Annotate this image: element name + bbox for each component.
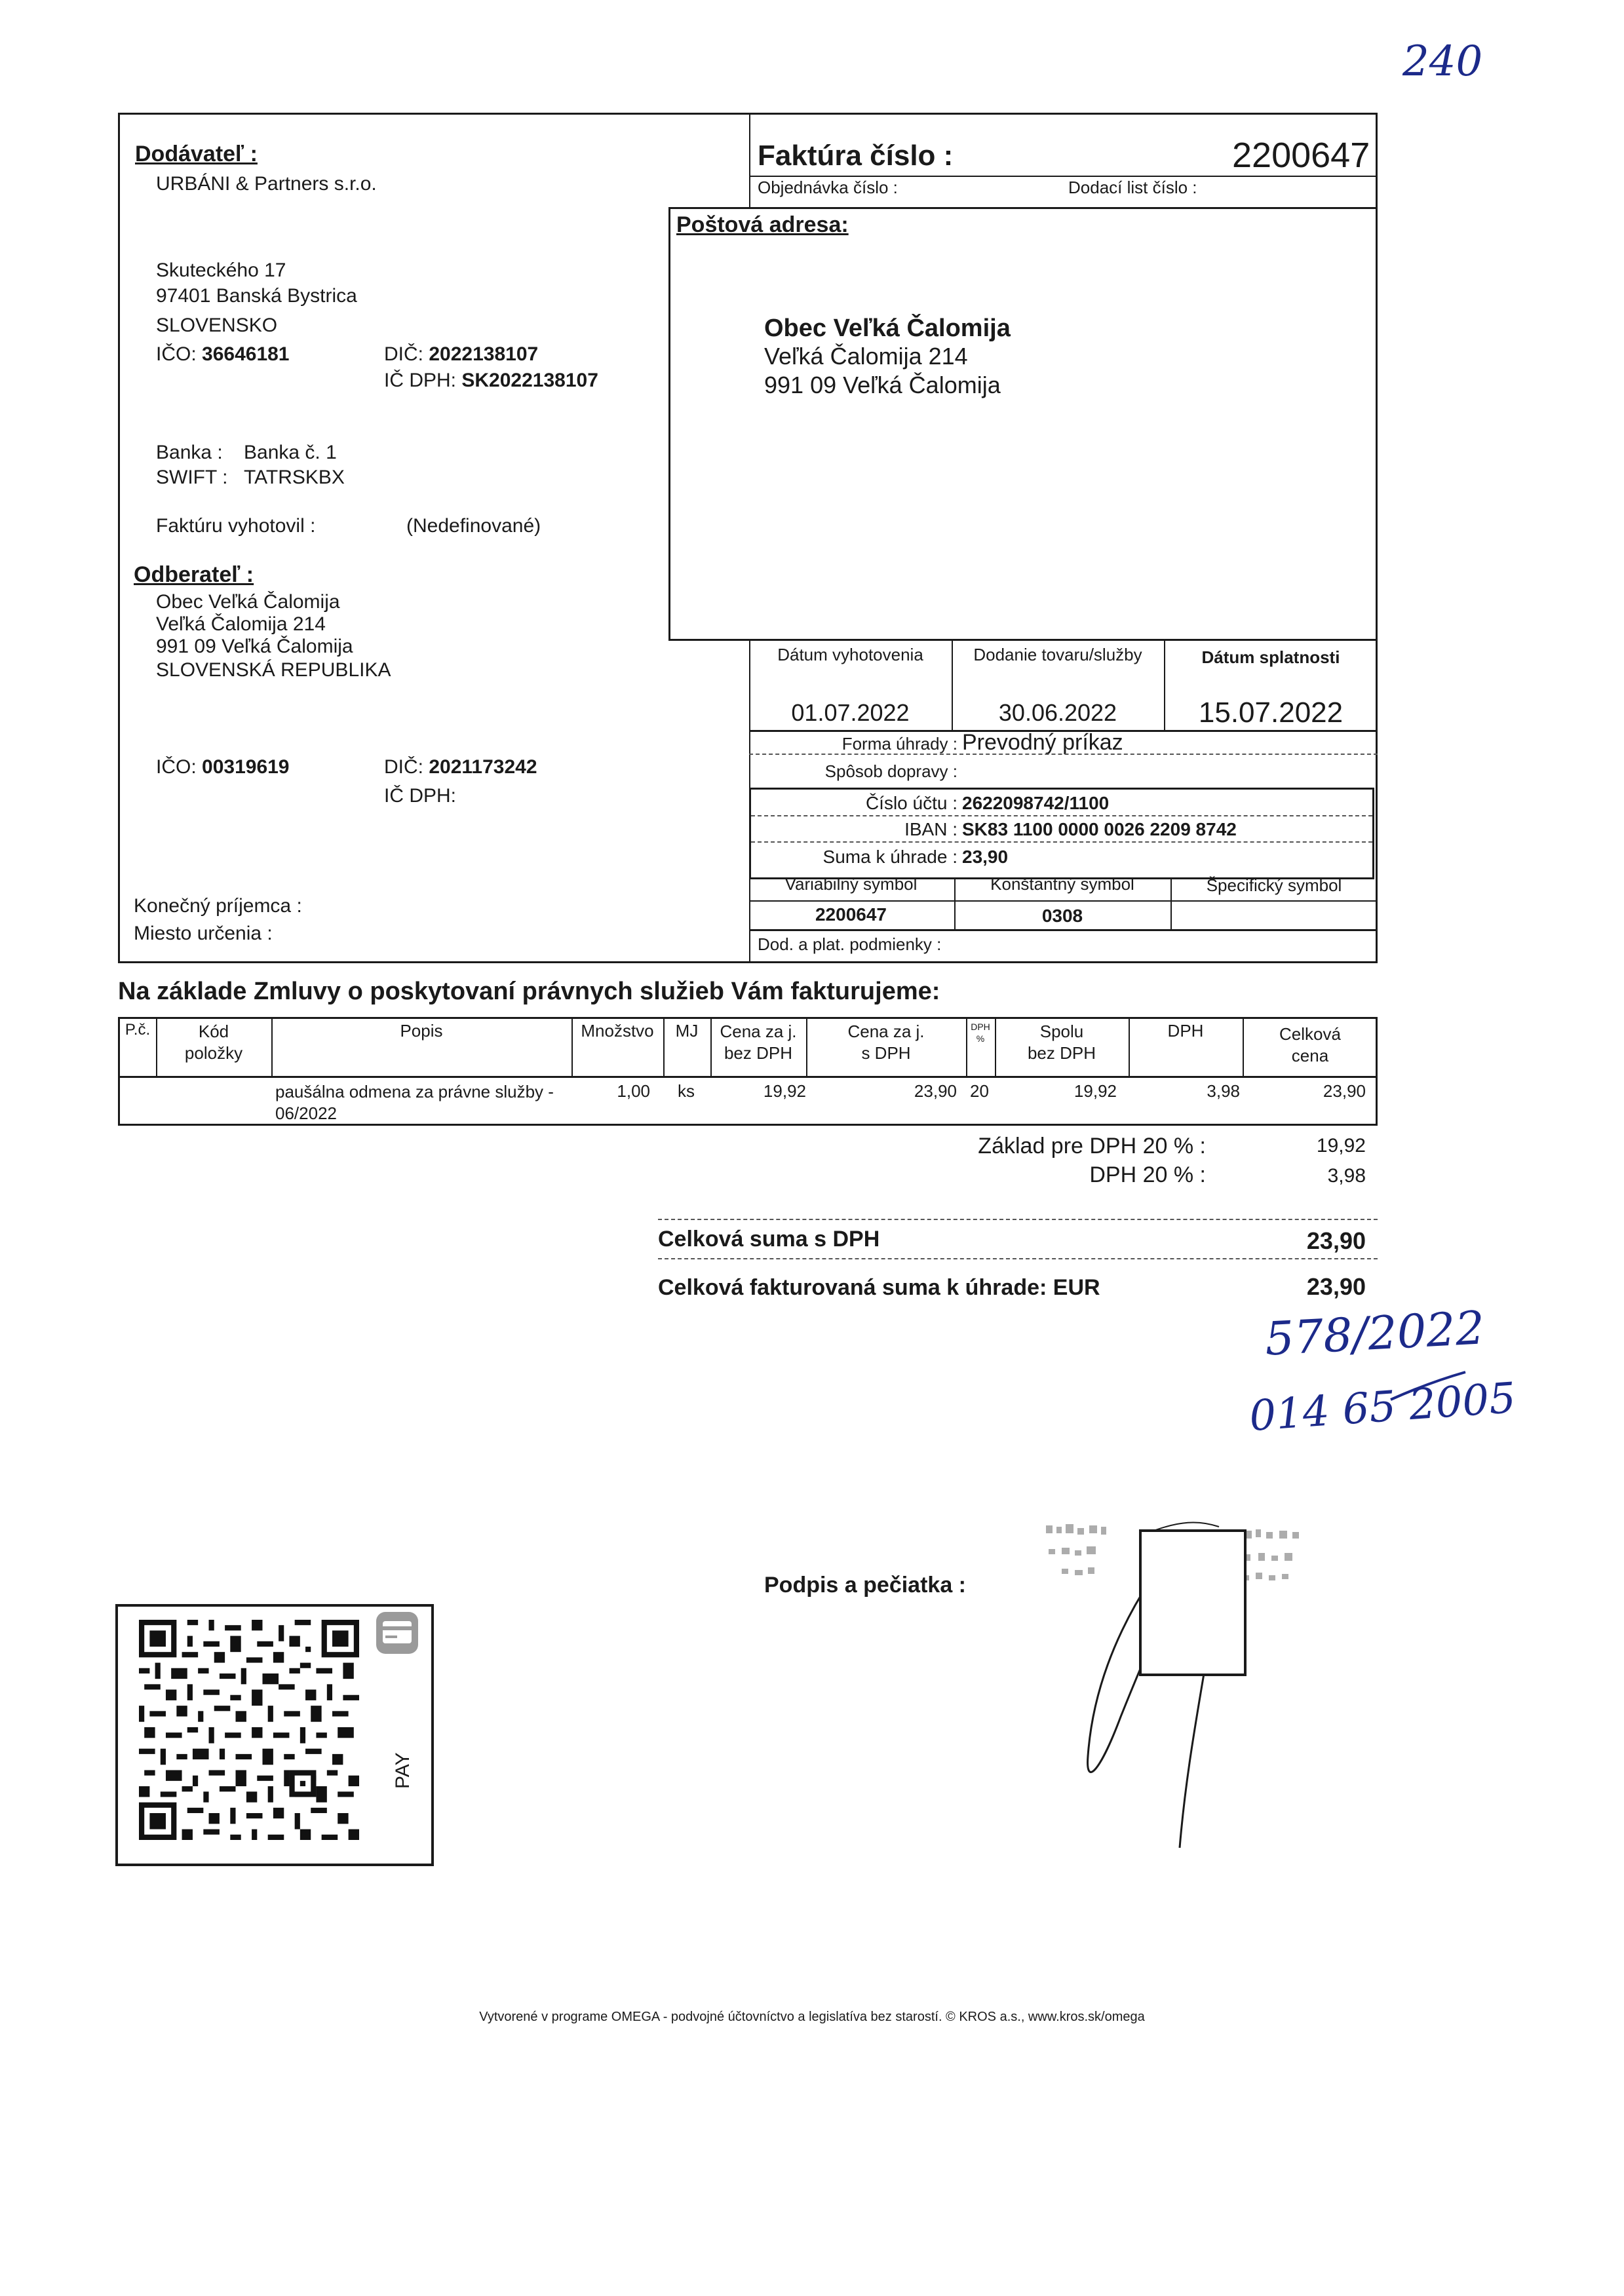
supplier-city: 97401 Banská Bystrica xyxy=(156,285,357,307)
symbol-divider-2 xyxy=(1170,879,1172,929)
customer-ico-value: 00319619 xyxy=(202,756,290,778)
total-with-vat-value: 23,90 xyxy=(1306,1227,1366,1254)
invoice-number: 2200647 xyxy=(1232,136,1370,175)
header-kod: Kód položky xyxy=(184,1022,243,1063)
payment-method-label: Forma úhrady : xyxy=(841,734,957,754)
total-with-vat-label: Celková suma s DPH xyxy=(658,1227,880,1252)
symbols-bottom-line xyxy=(749,929,1378,931)
amount-due-value: 23,90 xyxy=(962,847,1009,867)
customer-ico-label: IČO: xyxy=(156,756,197,778)
account-number: 2622098742/1100 xyxy=(962,793,1110,813)
summary-middle-line xyxy=(658,1258,1378,1259)
amount-due-label: Suma k úhrade : xyxy=(822,847,957,867)
total-due-label: Celková fakturovaná suma k úhrade: EUR xyxy=(658,1275,1100,1300)
customer-city: 991 09 Veľká Čalomija xyxy=(156,636,353,657)
supplier-name: URBÁNI & Partners s.r.o. xyxy=(156,173,377,195)
supplier-street: Skuteckého 17 xyxy=(156,259,286,281)
row-cena-bez: 19,92 xyxy=(763,1081,806,1101)
delivery-note-label: Dodací list číslo : xyxy=(1068,178,1197,197)
transport-label: Spôsob dopravy : xyxy=(824,761,957,781)
constant-symbol-label: Konštantný symbol xyxy=(990,874,1134,894)
supplier-bank-label: Banka : xyxy=(156,442,223,463)
supplier-heading: Dodávateľ : xyxy=(135,142,258,166)
header-dph-pct: DPH % xyxy=(971,1022,990,1044)
qr-pay-label: PAY xyxy=(392,1752,414,1789)
header-cena-s: Cena za j. s DPH xyxy=(847,1022,925,1063)
supplier-icdph-label: IČ DPH: xyxy=(384,370,457,391)
specific-symbol-label: Špecifický symbol xyxy=(1206,875,1342,895)
header-cena-bez: Cena za j. bez DPH xyxy=(720,1022,797,1063)
handwritten-stroke xyxy=(1389,1369,1468,1402)
iban-value: SK83 1100 0000 0026 2209 8742 xyxy=(962,819,1237,839)
supplier-ico-value: 36646181 xyxy=(202,343,290,365)
delivery-date: 30.06.2022 xyxy=(998,699,1117,726)
supplier-ico xyxy=(156,345,290,364)
handwritten-note-1: 578/2022 xyxy=(1264,1301,1486,1366)
customer-name: Obec Veľká Čalomija xyxy=(156,591,340,613)
customer-dic-value: 2021173242 xyxy=(429,756,537,778)
postal-heading: Poštová adresa: xyxy=(676,212,849,237)
final-recipient-label: Konečný príjemca : xyxy=(134,895,302,917)
due-date-label: Dátum splatnosti xyxy=(1201,647,1340,667)
account-label: Číslo účtu : xyxy=(865,793,957,813)
customer-dic xyxy=(384,757,537,777)
handwritten-note-2: 014 65 2005 xyxy=(1247,1373,1518,1442)
postal-street: Veľká Čalomija 214 xyxy=(764,343,968,370)
order-number-label: Objednávka číslo : xyxy=(758,178,898,197)
row-spolu-bez: 19,92 xyxy=(1073,1081,1117,1101)
payment-method: Prevodný príkaz xyxy=(962,730,1123,755)
customer-street: Veľká Čalomija 214 xyxy=(156,613,326,635)
header-mnozstvo: Množstvo xyxy=(581,1021,654,1041)
header-dph: DPH xyxy=(1167,1021,1204,1041)
customer-heading: Odberateľ : xyxy=(134,562,254,587)
row-mnozstvo: 1,00 xyxy=(617,1081,650,1101)
vat-value: 3,98 xyxy=(1327,1165,1366,1187)
header-popis: Popis xyxy=(400,1021,443,1041)
header-mj: MJ xyxy=(675,1021,699,1041)
header-pc: P.č. xyxy=(125,1021,151,1039)
delivery-date-label: Dodanie tovaru/služby xyxy=(973,645,1142,664)
invoice-title-underline xyxy=(749,176,1378,177)
issue-date: 01.07.2022 xyxy=(791,699,910,726)
header-spolu-bez: Spolu bez DPH xyxy=(1027,1022,1096,1063)
payment-method-line xyxy=(749,754,1378,755)
row-dph: 3,98 xyxy=(1207,1081,1240,1101)
row-mj: ks xyxy=(678,1081,695,1101)
supplier-dic-label: DIČ: xyxy=(384,343,423,365)
issued-by-label: Faktúru vyhotovil : xyxy=(156,515,316,537)
due-date: 15.07.2022 xyxy=(1198,697,1344,729)
supplier-swift-label: SWIFT : xyxy=(156,467,228,488)
account-line xyxy=(751,815,1372,816)
supplier-icdph-value: SK2022138107 xyxy=(461,370,598,391)
supplier-country: SLOVENSKO xyxy=(156,315,278,336)
qr-code-icon xyxy=(139,1618,359,1841)
supplier-bank: Banka č. 1 xyxy=(244,442,337,463)
vat-base-label: Základ pre DPH 20 % : xyxy=(978,1134,1206,1158)
supplier-dic xyxy=(384,345,538,364)
summary-top-line xyxy=(658,1219,1378,1220)
constant-symbol: 0308 xyxy=(1041,906,1083,926)
invoice-title: Faktúra číslo : xyxy=(758,140,954,172)
items-header-line xyxy=(118,1076,1378,1078)
supplier-ico-label: IČO: xyxy=(156,343,197,365)
issue-date-label: Dátum vyhotovenia xyxy=(777,645,923,664)
iban-label: IBAN : xyxy=(904,819,957,839)
variable-symbol-label: Variabilný symbol xyxy=(784,874,918,894)
handwritten-page-number: 240 xyxy=(1402,37,1483,86)
supplier-dic-value: 2022138107 xyxy=(429,343,539,365)
postal-city: 991 09 Veľká Čalomija xyxy=(764,372,1001,398)
postal-name: Obec Veľká Čalomija xyxy=(764,315,1011,342)
customer-icdph-label: IČ DPH: xyxy=(384,785,457,807)
header-divider xyxy=(749,113,750,207)
footer-text: Vytvorené v programe OMEGA - podvojné účtovníctvo a legislatíva bez starostí. © KROS a.s., www.kros.sk/omega xyxy=(479,2010,1145,2024)
contract-line: Na základe Zmluvy o poskytovaní právnych služieb Vám fakturujeme: xyxy=(118,978,940,1005)
iban-line xyxy=(751,841,1372,843)
customer-dic-label: DIČ: xyxy=(384,756,423,778)
customer-ico xyxy=(156,757,290,777)
postal-address-box xyxy=(668,207,1378,641)
variable-symbol: 2200647 xyxy=(815,904,887,925)
symbols-label-line xyxy=(749,900,1378,902)
vat-base-value: 19,92 xyxy=(1316,1135,1366,1157)
issued-by-value: (Nedefinované) xyxy=(406,515,541,537)
row-cena-s: 23,90 xyxy=(914,1081,957,1101)
row-celkova: 23,90 xyxy=(1323,1081,1366,1101)
customer-country: SLOVENSKÁ REPUBLIKA xyxy=(156,659,391,681)
vat-label: DPH 20 % : xyxy=(1089,1162,1206,1187)
signature-label: Podpis a pečiatka : xyxy=(764,1573,966,1598)
row-popis: paušálna odmena za právne služby - 06/2022 xyxy=(275,1082,554,1123)
total-due-value: 23,90 xyxy=(1306,1273,1366,1300)
destination-label: Miesto určenia : xyxy=(134,923,273,944)
supplier-swift: TATRSKBX xyxy=(244,467,345,488)
terms-label: Dod. a plat. podmienky : xyxy=(758,934,942,954)
payment-card-icon xyxy=(374,1609,421,1656)
row-dph-pct: 20 xyxy=(970,1081,989,1101)
supplier-icdph xyxy=(384,371,598,391)
signature-icon xyxy=(1022,1507,1389,1874)
header-celkova: Celková cena xyxy=(1279,1024,1341,1065)
